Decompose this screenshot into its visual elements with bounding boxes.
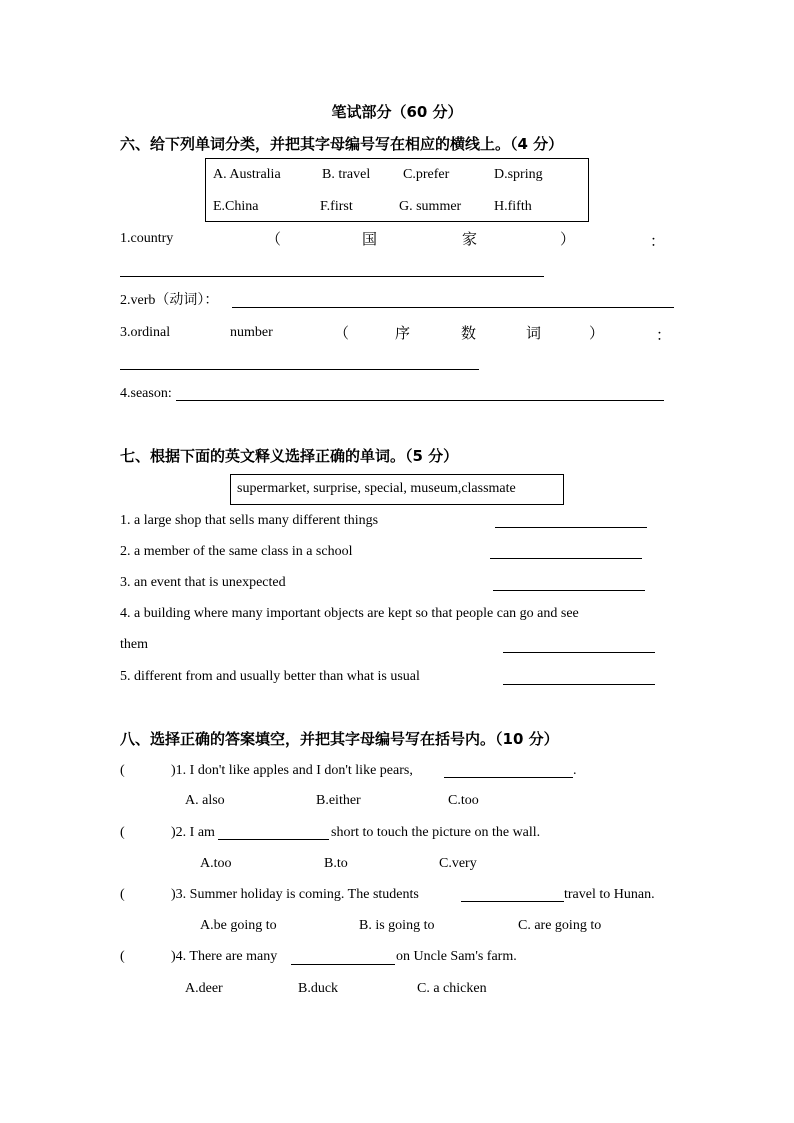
q3-word: number [230, 325, 273, 340]
s7-item-1: 1. a large shop that sells many different things [120, 513, 379, 528]
section8-heading: 八、选择正确的答案填空，并把其字母编号写在括号内。（10 分） [120, 730, 559, 748]
s8-q4-option-a: A.deer [185, 981, 223, 996]
q3-char1: 序 [395, 324, 411, 342]
word-e: E.China [213, 199, 259, 214]
s8-q4-blank [291, 964, 395, 965]
section7-words: supermarket, surprise, special, museum,classmate [237, 481, 516, 496]
s8-q3-option-c: C. are going to [518, 918, 602, 933]
s8-q3-option-b: B. is going to [359, 918, 435, 933]
q1-colon: ： [650, 232, 666, 250]
word-a: A. Australia [213, 167, 281, 182]
s8-q2-option-b: B.to [324, 856, 348, 871]
s8-q2-blank [218, 839, 329, 840]
s7-answer-line-4[interactable] [503, 652, 655, 653]
q1-label: 1.country [120, 231, 174, 246]
s8-q1-stem-end: . [573, 763, 577, 778]
s8-q2-option-c: C.very [439, 856, 477, 871]
s8-q1-blank [444, 777, 573, 778]
s7-item-4-cont: them [120, 637, 148, 652]
q3-answer-line[interactable] [120, 369, 479, 370]
word-b: B. travel [322, 167, 371, 182]
page-title: 笔试部分（60 分） [331, 103, 463, 121]
q4-label: 4.season: [120, 386, 172, 401]
s8-q4-option-b: B.duck [298, 981, 339, 996]
q3-open: （ [334, 324, 350, 342]
s8-q4-stem-end: on Uncle Sam's farm. [396, 949, 517, 964]
s8-q3-stem: )3. Summer holiday is coming. The students [171, 887, 419, 902]
s7-answer-line-3[interactable] [493, 590, 645, 591]
s8-q1-option-c: C.too [448, 793, 479, 808]
s8-q2-bracket[interactable]: ( [120, 825, 125, 840]
s8-q2-stem-end: short to touch the picture on the wall. [331, 825, 541, 840]
s8-q1-option-a: A. also [185, 793, 225, 808]
s7-item-4: 4. a building where many important objects are kept so that people can go and see [120, 606, 579, 621]
s8-q1-bracket[interactable]: ( [120, 763, 125, 778]
s8-q3-blank [461, 901, 564, 902]
section6-heading: 六、给下列单词分类，并把其字母编号写在相应的横线上。（4 分） [120, 135, 564, 153]
s8-q3-bracket[interactable]: ( [120, 887, 125, 902]
word-h: H.fifth [494, 199, 532, 214]
s8-q3-stem-end: travel to Hunan. [564, 887, 655, 902]
s8-q1-option-b: B.either [316, 793, 361, 808]
q1-char2: 家 [462, 230, 478, 248]
s7-item-5: 5. different from and usually better than what is usual [120, 669, 420, 684]
s8-q3-option-a: A.be going to [200, 918, 277, 933]
word-g: G. summer [399, 199, 462, 214]
q4-answer-line[interactable] [176, 400, 664, 401]
s8-q4-option-c: C. a chicken [417, 981, 487, 996]
q2-label: 2.verb（动词）： [120, 293, 219, 308]
s8-q2-option-a: A.too [200, 856, 232, 871]
s7-answer-line-1[interactable] [495, 527, 647, 528]
q1-open: （ [266, 230, 282, 248]
s7-item-3: 3. an event that is unexpected [120, 575, 286, 590]
s8-q1-stem: )1. I don't like apples and I don't like pears, [171, 763, 413, 778]
q1-answer-line[interactable] [120, 276, 544, 277]
word-d: D.spring [494, 167, 543, 182]
section7-heading: 七、根据下面的英文释义选择正确的单词。（5 分） [120, 447, 459, 465]
s7-item-2: 2. a member of the same class in a school [120, 544, 353, 559]
q3-label: 3.ordinal [120, 325, 171, 340]
q3-colon: ： [656, 326, 672, 344]
word-f: F.first [320, 199, 353, 214]
q1-char1: 国 [362, 230, 378, 248]
q3-char2: 数 [461, 324, 477, 342]
s8-q2-stem: )2. I am [171, 825, 215, 840]
q3-char3: 词 [526, 324, 542, 342]
q1-close: ） [560, 230, 576, 248]
s7-answer-line-2[interactable] [490, 558, 642, 559]
s7-answer-line-5[interactable] [503, 684, 655, 685]
q2-answer-line[interactable] [232, 307, 674, 308]
s8-q4-bracket[interactable]: ( [120, 949, 125, 964]
s8-q4-stem: )4. There are many [171, 949, 278, 964]
q3-close: ） [589, 324, 605, 342]
word-c: C.prefer [403, 167, 450, 182]
